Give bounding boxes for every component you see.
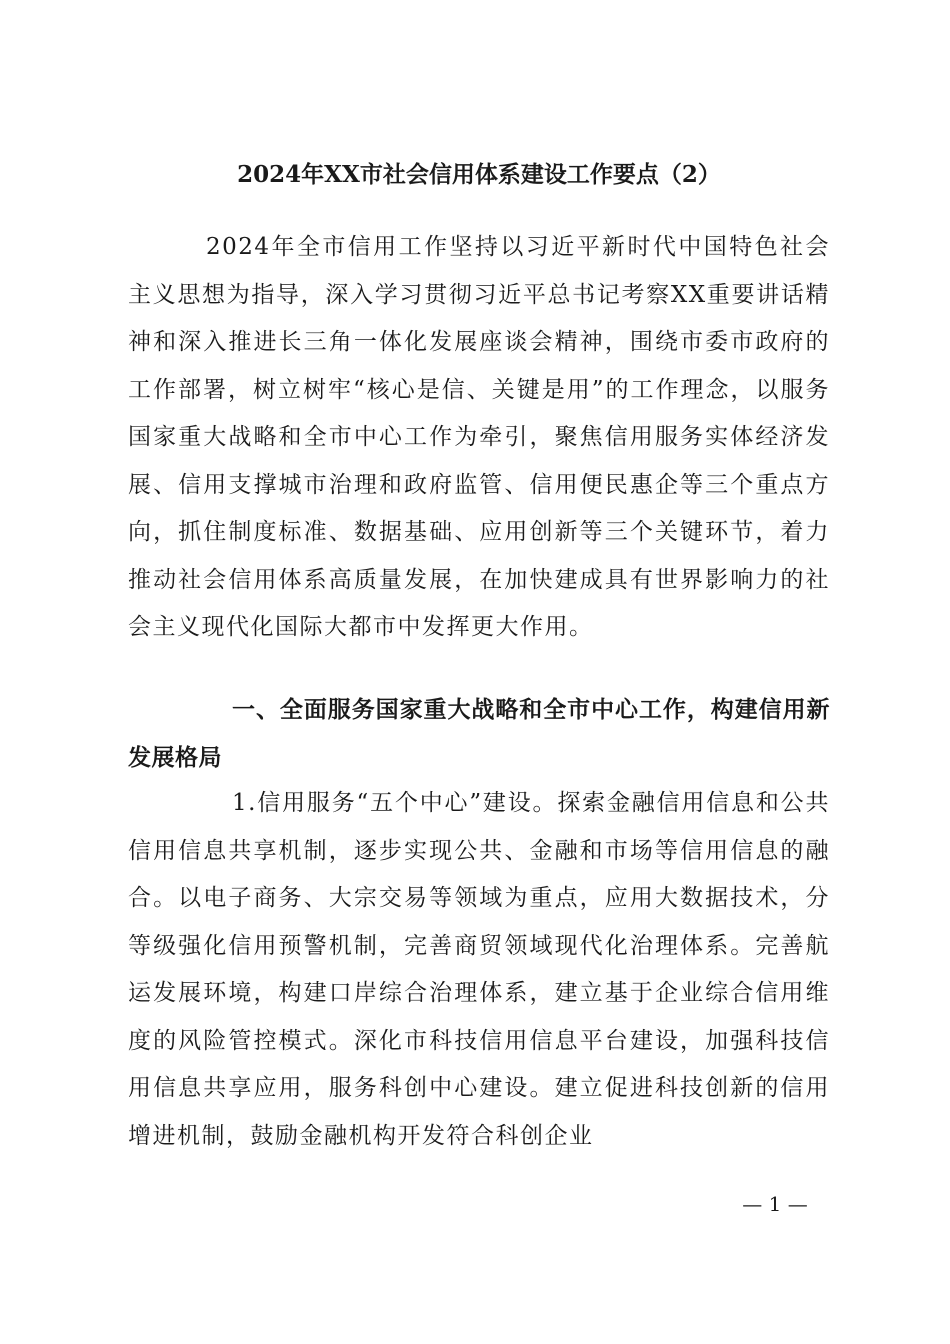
section-heading: 一、全面服务国家重大战略和全市中心工作，构建信用新发展格局 [128, 697, 830, 771]
intro-paragraph: 2024年全市信用工作坚持以习近平新时代中国特色社会主义思想为指导，深入学习贯彻习近平总书记考察XX重要讲话精神和深入推进长三角一体化发展座谈会精神，围绕市委市政府的工作部署，树立树牢“核心是信、关键是用”的工作理念，以服务国家重大战略和全市中心工作为牵引，聚焦信用服务实体经济发展、信用支撑城市治理和政府监管、信用便民惠企等三个重点方向，抓住制度标准、数据基础、应用创新等三个关键环节，着力推动社会信用体系高质量发展，在加快建成具有世界影响力的社会主义现代化国际大都市中发挥更大作用。 [128, 234, 830, 640]
section-item-paragraph: 1.信用服务“五个中心”建设。探索金融信用信息和公共信用信息共享机制，逐步实现公共、金融和市场等信用信息的融合。以电子商务、大宗交易等领域为重点，应用大数据技术，分等级强化信用预警机制，完善商贸领域现代化治理体系。完善航运发展环境，构建口岸综合治理体系，建立基于企业综合信用维度的风险管控模式。深化市科技信用信息平台建设，加强科技信用信息共享应用，服务科创中心建设。建立促进科技创新的信用增进机制，鼓励金融机构开发符合科创企业 [128, 790, 830, 1149]
page-number: — 1 — [742, 1192, 808, 1216]
document-title: 2024年XX市社会信用体系建设工作要点（2） [237, 161, 721, 188]
